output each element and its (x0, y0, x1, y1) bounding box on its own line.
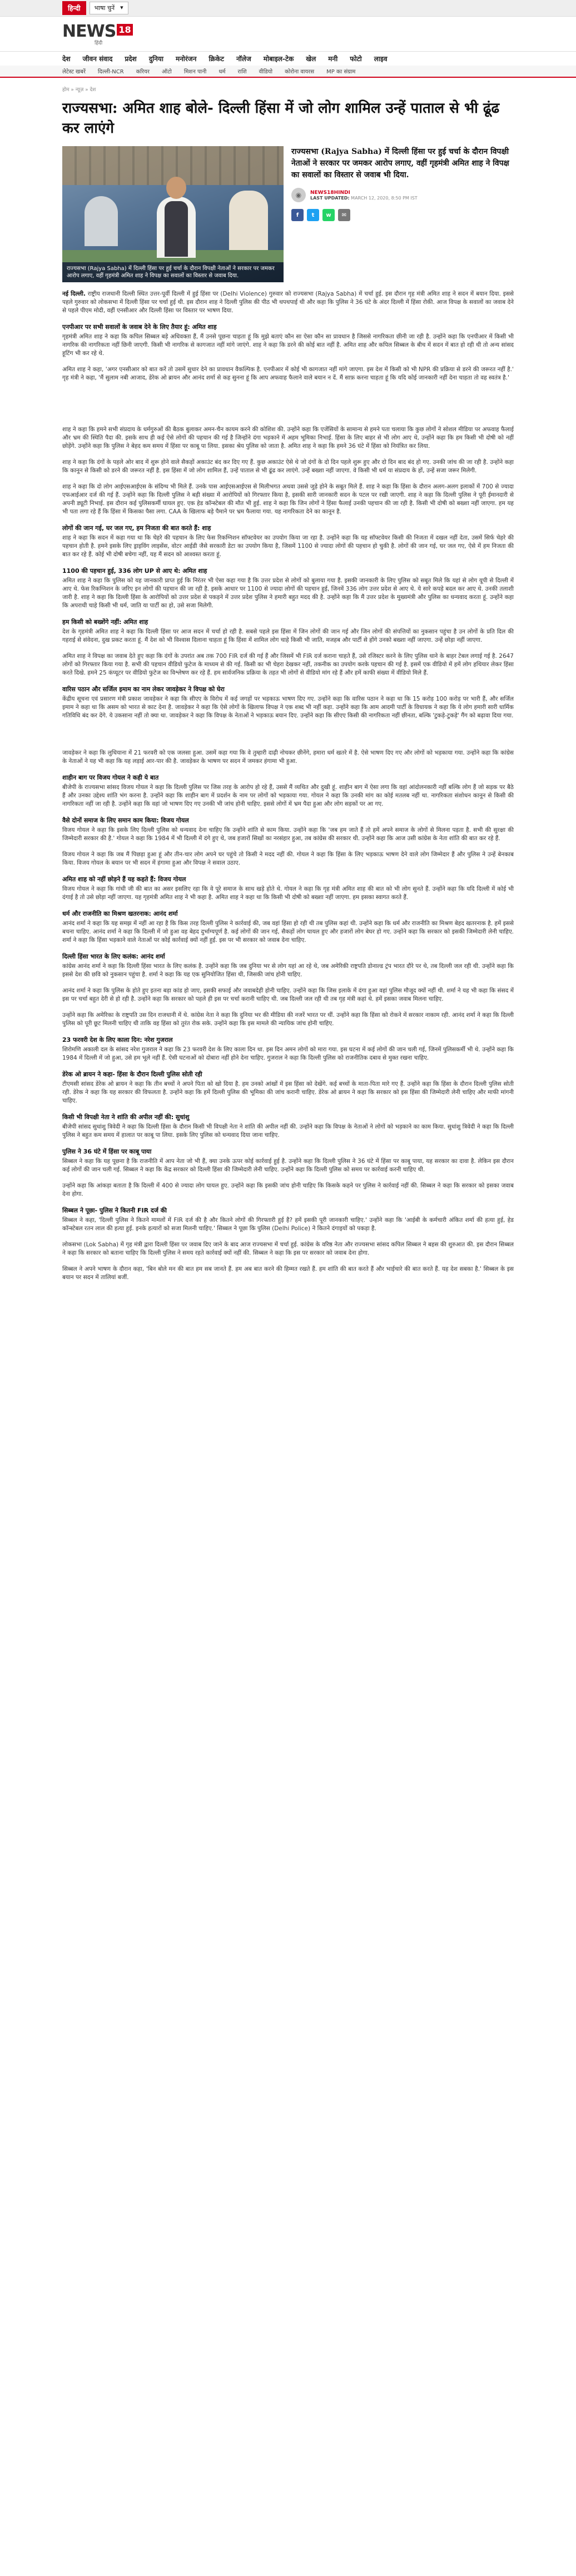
language-tab-hindi[interactable]: हिन्दी (62, 1, 86, 15)
sub-navigation (0, 66, 576, 78)
subnav-item[interactable]: ऑटो (161, 69, 172, 75)
nav-item[interactable]: फोटो (350, 55, 362, 63)
article-paragraph: अमित शाह ने कहा, 'अगर एनसीआर को बात करें तो उसमें सुधार देने का प्रावधान वैकल्पिक है. एनपीआर में कोई भी कागजात नहीं मांगे जाएगा. इस देश में किसी को भी NPR की प्रक्रिया से डरने की जरूरत नहीं है.' गृह मंत्री ने कहा, 'मैं सुलाम नबी आजाद, डेरेक ओ ब्रायन और आनंद शर्मा से कह सुनना हूं कि आप अफवाह फैलाने वाले बयान न दें. मैं साफ़ करना चाहता हूं कि यदि कोई जानकारी नहीं देना चाहता तो वह स्वतंत्र है.' (62, 366, 514, 381)
subnav-item[interactable]: मिशन पानी (183, 69, 207, 75)
share-buttons (291, 209, 514, 221)
last-updated-value: MARCH 12, 2020, 8:50 PM IST (351, 195, 418, 201)
section-heading: डेरेक ओ ब्रायन ने कहा- हिंसा के दौरान दिल्ली पुलिस सोती रही (62, 1071, 202, 1078)
section-heading: वैसे दोनों समाज के लिए समान काम किया: विजय गोयल (62, 817, 189, 824)
article-paragraph: शाह ने कहा कि हमने सभी संप्रदाय के धर्मगुरुओं की बैठक बुलाकर अमन-चैन कायम करने की कोशिश की. उन्होंने कहा कि एजेंसियों के सामान्य से हमने पता चलाया कि कुछ लोगों ने सोशल मीडिया पर अफवाह फैलाई और भ्रम की स्थिति पैदा की. इसके साथ ही कई ऐसे लोगों की पहचान की गई है जिन्होंने दंगा भड़काने में अहम भूमिका निभाई. हिंसा के लिए बाहर से भी लोग आए थे, उन्होंने कहा कि हम किसी भी दोषी को नहीं छोड़ेंगे. उन्होंने कहा कि पुलिस ने बेहद कम समय में हिंसा पर काबू पा लिया. इसका श्रेय पुलिस को जाता है. अमित शाह ने कहा कि हमने 36 घंटे में हिंसा को नियंत्रित कर लिया. (62, 426, 514, 450)
article-paragraph: विजय गोयल ने कहा कि गांधी जी की बात का असर इसलिए रहा कि वे पूरे समाज के साथ खड़े होते थे. गोयल ने कहा कि गृह मंत्री अमित शाह की बात को भी लोग सुनते हैं. उन्होंने कहा कि यदि दिल्ली में कोई भी दंगाई है तो उसे छोड़ा नहीं जाएगा. यह गृहमंत्री अमित शाह ने भी कहा है. अमित शाह ने कहा था कि किसी भी दोषी को बख्शा नहीं जाएगा. हम इसका स्वागत करते हैं. (62, 886, 514, 901)
lead-text: राष्ट्रीय राजधानी दिल्ली स्थित उत्तर-पूर्वी दिल्ली में हुई हिंसा पर (Delhi Violence) गुरुवार को राज्यसभा (Rajya Sabha) में चर्चा हुई. इस दौरान गृह मंत्री अमित शाह ने सदन में बयान दिया. इससे पहले गुरुवार को लोकसभा में दिल्ली हिंसा पर चर्चा हुई थी. इस दौरान शाह ने दिल्ली पुलिस की पीठ भी थपथपाई थी और कहा कि पुलिस ने 36 घंटे के अंदर दिल्ली में हिंसा रोकी. आज विपक्ष के सवालों का जवाब देने से पहले पीएम मोदी, वहीं एनसीआर और दिल्ली हिंसा पर विस्तार पर भाषण दिया. (62, 291, 514, 314)
dateline: नई दिल्ली. (62, 291, 86, 297)
twitter-icon[interactable]: t (307, 209, 319, 221)
last-updated (310, 196, 418, 201)
section-heading: सिब्बल ने पूछा- पुलिस ने कितनी FIR दर्ज की (62, 1207, 167, 1214)
language-select-label: भाषा चुनें (94, 4, 115, 12)
section-heading: शाहीन बाग पर विजय गोयल ने कही ये बात (62, 774, 159, 781)
article-paragraph: लोकसभा (Lok Sabha) में गृह मंत्री द्वारा दिल्ली हिंसा पर जवाब दिए जाने के बाद आज राज्यसभा में चर्चा हुई. कांग्रेस के वरिष्ठ नेता और राज्यसभा सांसद कपिल सिब्बल ने बहस की शुरुआत की. इस दौरान सिब्बल ने कहा कि सरकार को बताना चाहिए कि दिल्ली पुलिस ने समय रहते कार्रवाई क्यों नहीं की. सिब्बल ने कहा कि इस पर सरकार को जवाब देना होगा. (62, 1241, 514, 1256)
ad-spacer (62, 728, 514, 749)
article-body (62, 290, 514, 1282)
article-paragraph: उन्होंने कहा कि अमेरिका के राष्ट्रपति उस दिन राजधानी में थे. कांग्रेस नेता ने कहा कि दुनिया भर की मीडिया की नजरें भारत पर थीं. उन्होंने कहा कि हिंसा को रोकने में सरकार नाकाम रही. आनंद शर्मा ने कहा कि दिल्ली पुलिस को पूरी छूट मिलनी चाहिए थी ताकि वह हिंसा को तुरंत रोक सके. उन्होंने कहा कि इस मामले की न्यायिक जांच होनी चाहिए. (62, 1012, 514, 1027)
language-select[interactable] (90, 2, 128, 14)
article-paragraph: जावड़ेकर ने कहा कि लुधियाना में 21 फरवरी को एक जलसा हुआ. उसमें कहा गया कि वे तुम्हारी दाढ़ी नोचकर छीनेंगे, हमारा धर्म खतरे में है. ऐसे भाषण दिए गए और लोगों को भड़काया गया. उन्होंने कहा कि कांग्रेस के नेताओं ने यह भी कहा कि यह लड़ाई आर-पार की है. जावड़ेकर के भाषण पर सदन में जमकर हंगामा भी हुआ. (62, 750, 514, 765)
article-paragraph: देश के गृहमंत्री अमित शाह ने कहा कि दिल्ली हिंसा पर आज सदन में चर्चा हो रही है. सबसे पहले इस हिंसा में जिन लोगों की जान गई और जिन लोगों की संपत्तियों का नुकसान पहुंचा है उन लोगों के प्रति दिल की गहराई से संवेदना, दुख प्रकट करता हूं. मैं देश को भी विश्वास दिलाना चाहता हूं कि हिंसा में शामिल लोग चाहे किसी भी जाति, मजहब और पार्टी से होंगे उनको बख्शा नहीं जाएगा. उन्हें छोड़ा नहीं जाएगा. (62, 628, 514, 643)
hero-section (62, 146, 514, 282)
article-paragraph: सिब्बल ने कहा कि यह पूछना है कि राजनीति में आप नेता जो भी हैं, क्या उनके ऊपर कोई कार्रवाई हुई है. उन्होंने कहा कि दिल्ली पुलिस ने 36 घंटे में हिंसा पर काबू पाया, यह सरकार का दावा है. लेकिन इस दौरान कई लोगों की जान चली गई. सिब्बल ने कहा कि केंद्र सरकार को दिल्ली हिंसा की जिम्मेदारी लेनी चाहिए. उन्होंने कहा कि दिल्ली पुलिस को समय पर कार्रवाई करनी चाहिए थी. (62, 1158, 514, 1173)
nav-item[interactable]: देश (62, 55, 71, 63)
subnav-item[interactable]: वीडियो (259, 69, 273, 75)
article-paragraph: उन्होंने कहा कि आंकड़ा बताता है कि दिल्ली में 400 से ज्यादा लोग घायल हुए. उन्होंने कहा कि इसकी जांच होनी चाहिए कि किसके कहने पर पुलिस ने कार्रवाई नहीं की. सिब्बल ने कहा कि सरकार को इसका जवाब देना होगा. (62, 1182, 514, 1197)
article-paragraph: अमित शाह ने कहा कि पुलिस को यह जानकारी प्राप्त हुई कि निरंतर भी ऐसा कहा गया है कि उत्तर प्रदेश से लोगों को बुलाया गया है. इसकी जानकारी के लिए पुलिस को सबूत मिले कि यहां से लोग यूपी से दिल्ली में आए थे. फेस रिकग्निशन के जरिए इन लोगों की पहचान की जा रही है. इसके आधार पर 1100 से ज्यादा लोगों की पहचान हुई, जिनमें 336 लोग उत्तर प्रदेश से आए थे. ये सारे कपड़े बदल कर आए थे. उनकी तलाशी जारी है. शाह ने कहा कि दिल्ली हिंसा के आरोपियों को उत्तर प्रदेश से पकड़ने में उत्तर प्रदेश पुलिस ने हमारी बहुत मदद की है. उन्होंने कहा कि मैं उत्तर प्रदेश के मुख्यमंत्री और पुलिस का धन्यवाद करता हूं. उन्होंने कहा कि अपराधी चाहे किसी भी धर्म, जाति या पार्टी का हो, उसे सजा मिलेगी. (62, 577, 514, 609)
nav-item[interactable]: लाइव (374, 55, 388, 63)
whatsapp-icon[interactable]: w (322, 209, 335, 221)
logo-subtitle: हिंदी (95, 41, 103, 46)
section-heading: पुलिस ने 36 घंटे में हिंसा पर काबू पाया (62, 1148, 152, 1155)
section-heading: एनपीआर पर सभी सवालों के जवाब देने के लिए तैयार हूं: अमित शाह (62, 323, 217, 331)
hero-sidebar (291, 146, 514, 282)
logo-number: 18 (117, 24, 132, 36)
article-paragraph: सिब्बल ने अपने भाषण के दौरान कहा, 'बिन बोले मन की बात हम सब जानते हैं. हम अब बात करने की हिम्मत रखते हैं. हम शांति की बात करते हैं और भाईचारे की बात करते हैं. यह देश सबका है.' सिब्बल के इस बयान पर सदन में तालियां बजीं. (62, 1266, 514, 1281)
subnav-item[interactable]: MP का संग्राम (326, 69, 356, 75)
article-paragraph: विजय गोयल ने कहा कि जब मैं पिछड़ा हुआ हूं और तीन-चार लोग अपने घर पहुंचे तो किसी ने मदद नहीं की. गोयल ने कहा कि हिंसा के लिए भड़काऊ भाषण देने वाले लोग जिम्मेदार हैं और पुलिस ने उन्हें बेनकाब किया. विजय गोयल के बयान पर भी सदन में हंगामा हुआ और विपक्ष ने सवाल उठाए. (62, 851, 514, 866)
article-paragraph: केंद्रीय सूचना एवं प्रसारण मंत्री प्रकाश जावड़ेकर ने कहा कि सीएए के विरोध में कई जगहों पर भड़काऊ भाषण दिए गए. उन्होंने कहा कि वारिस पठान ने कहा था कि 15 करोड़ 100 करोड़ पर भारी हैं, और सर्जिल इमाम ने कहा था कि असम को भारत से काट देना है. जावड़ेकर ने कहा कि ऐसे लोगों के खिलाफ विपक्ष ने एक शब्द भी नहीं कहा. उन्होंने कहा कि आम आदमी पार्टी के विधायक ने कहा कि ये लोग हमारी सारी धार्मिक गतिविधि बंद कर देंगे. ये उकसाना नहीं तो क्या था. जावड़ेकर ने कहा कि विपक्ष के नेताओं ने भड़काऊ बयान दिए. उन्होंने कहा कि सीएए किसी की नागरिकता नहीं छीनता, बल्कि 'टुकड़े-टुकड़े' गैंग को बढ़ावा दिया गया. (62, 696, 514, 719)
site-logo[interactable] (62, 22, 133, 46)
hero-caption: राज्यसभा (Rajya Sabha) में दिल्ली हिंसा पर हुई चर्चा के दौरान विपक्षी नेताओं ने सरकार पर जमकर आरोप लगाए, वहीं गृहमंत्री अमित शाह ने विपक्ष का सवालों का विस्तार से जवाब दिया. (62, 262, 284, 282)
article-paragraph: कांग्रेस आनंद शर्मा ने कहा कि दिल्ली हिंसा भारत के लिए कलंक है. उन्होंने कहा कि जब दुनिया भर से लोग यहां आ रहे थे, जब अमेरिकी राष्ट्रपति डोनाल्ड ट्रंप भारत दौरे पर थे, तब दिल्ली जल रही थी. उन्होंने कहा कि इससे देश की छवि को नुकसान पहुंचा है. शर्मा ने कहा कि यह एक सुनियोजित हिंसा थी, जिसकी जांच होनी चाहिए. (62, 963, 514, 978)
author-avatar-icon: ◉ (291, 188, 306, 202)
section-heading: 1100 की पहचान हुई, 336 लोग UP से आए थे: अमित शाह (62, 567, 207, 575)
subnav-item[interactable]: कोरोना वायरस (285, 69, 315, 75)
article-paragraph: आनंद शर्मा ने कहा कि पुलिस के होते हुए इतना बड़ा कांड हो जाए, इसकी सफाई और जवाबदेही होनी चाहिए. उन्होंने कहा कि जिस इलाके में दंगा हुआ वहां पुलिस मौजूद क्यों नहीं थी. शर्मा ने यह भी कहा कि संसद में इस पर चर्चा बहुत देरी से हो रही है. उन्होंने कहा कि सरकार को पहले ही इस पर चर्चा करानी चाहिए थी. जब दिल्ली जल रही थी तब गृह मंत्री कहां थे. हमें इसका जवाब मिलना चाहिए. (62, 987, 514, 1002)
lead-paragraph (62, 290, 514, 315)
section-heading: वारिस पठान और सर्जिल इमाम का नाम लेकर जावड़ेकर ने विपक्ष को घेरा (62, 686, 225, 693)
masthead (0, 17, 576, 51)
article-paragraph: शिरोमणि अकाली दल के सांसद नरेश गुजराल ने कहा कि 23 फरवरी देश के लिए काला दिन था. इस दिन अमन लोगों को मारा गया. इस घटना में कई लोगों की जान चली गई, जिनमें पुलिसकर्मी भी थे. उन्होंने कहा कि 1984 में दिल्ली में जो हुआ, उसे हम भूले नहीं हैं. ऐसी घटनाओं को दोबारा नहीं होने देना चाहिए. गुजराल ने कहा कि दिल्ली पुलिस को राजनीतिक दबाव से मुक्त रखना चाहिए. (62, 1046, 514, 1061)
article-paragraph: शाह ने कहा कि दंगों के पहले ओर बाद में शुरू होने वाले सैकड़ों अकाउंट बंद कर दिए गए हैं. कुछ अकाउंट ऐसे थे जो दंगों के दो दिन पहले शुरू हुए और दो दिन बाद बंद हो गए. उनकी जांच की जा रही है. उन्होंने कहा कि कानून से किसी को डरने की जरूरत नहीं है. इस हिंसा में जो लोग शामिल हैं, उन्हें पाताल से भी ढूंढ कर लाएंगे. उन्हें बख्शा नहीं जाएगा. वे किसी भी धर्म या संप्रदाय के हों, उन्हें सजा जरूर मिलेगी. (62, 459, 514, 474)
last-updated-label: LAST UPDATED: (310, 195, 350, 201)
section-heading: किसी भी विपक्षी नेता ने शांति की अपील नहीं की: सुधांशु (62, 1114, 190, 1121)
section-heading: अमित शाह को नहीं छोड़ने हैं यह कहते हैं: विजय गोयल (62, 876, 186, 883)
author-name[interactable]: NEWS18HINDI (310, 189, 350, 196)
article-summary: राज्यसभा (Rajya Sabha) में दिल्ली हिंसा पर हुई चर्चा के दौरान विपक्षी नेताओं ने सरकार पर जमकर आरोप लगाए, वहीं गृहमंत्री अमित शाह ने विपक्ष का सवालों का विस्तार से जवाब भी दिया. (291, 147, 509, 179)
email-icon[interactable]: ✉ (338, 209, 350, 221)
subnav-item[interactable]: धर्म (219, 69, 226, 75)
hero-image (62, 146, 284, 282)
section-heading: लोगों की जान गई, घर जल गए, हम निजता की बात करते हैं: शाह (62, 525, 211, 532)
main-navigation (0, 51, 576, 66)
article-paragraph: गृहमंत्री अमित शाह ने कहा कि कपिल सिब्बल बड़े अधिवक्ता हैं, मैं उनसे पूछना चाहता हूं कि मुझे बताएं कौन सा ऐसा कौन सा प्रावधान है जिससे नागरिकता छीनी जा रही है. उन्होंने कहा कि एनपीआर में किसी भी नागरिक की नागरिकता नहीं छिनी जाएगी. किसी भी नागरिक से कागजात नहीं मांगे जाएंगे. शाह ने कहा कि डरने की कोई बात नहीं है. अमित शाह और कपिल सिब्बल के बीच में सदन में बात हो रही थी तो अन्य सांसद हूटिंग भी कर रहे थे. (62, 333, 514, 357)
article-paragraph: आनंद शर्मा ने कहा कि यह समझ में नहीं आ रहा है कि किस तरह दिल्ली पुलिस ने कार्रवाई की, जब वहां हिंसा हो रही थी तब पुलिस कहां थी. उन्होंने कहा कि धर्म और राजनीति का मिश्रण बेहद खतरनाक है. हमें इससे बचना चाहिए. आनंद शर्मा ने कहा कि दिल्ली में जो हुआ वह बेहद दुर्भाग्यपूर्ण है. कई लोगों की जान गई, सैकड़ों लोग घायल हुए और हजारों लोग बेघर हो गए. उन्होंने कहा कि सरकार को इसकी जिम्मेदारी लेनी चाहिए. शर्मा ने कहा कि हिंसा भड़काने वाले नेताओं पर कोई कार्रवाई क्यों नहीं हुई. इस पर भी सरकार को जवाब देना चाहिए. (62, 920, 514, 943)
subnav-item[interactable]: दिल्ली-NCR (97, 69, 124, 75)
nav-item[interactable]: दुनिया (148, 55, 163, 63)
article-paragraph: बीजेपी के राज्यसभा सांसद विजय गोयल ने कहा कि दिल्ली पुलिस पर जिस तरह के आरोप हो रहे हैं, उससे मैं व्यथित और दुखी हूं. शाहीन बाग में ऐसा लगा कि वहां आंदोलनकारी नहीं बल्कि लोग हैं जो सड़क पर बैठे हैं और उनका उद्देश्य शांति भंग करना है. उन्होंने कहा कि शाहीन बाग में प्रदर्शन के नाम पर लोगों को भड़काया गया. गोयल ने कहा कि उनकी मांग का कोई मतलब नहीं था. नागरिकता संशोधन कानून से किसी की नागरिकता नहीं जा रही है. उन्होंने कहा कि वहां जो भाषण दिए गए उनकी भी जांच होनी चाहिए. इससे लोगों में भ्रम पैदा हुआ और लोग सड़कों पर आ गए. (62, 784, 514, 807)
article-paragraph: टीएमसी सांसद डेरेक ओ ब्रायन ने कहा कि तीन बच्चों ने अपने पिता को खो दिया है. हम उनको आंखों में इस हिंसा को देखेंगे. कई बच्चों के माता-पिता मारे गए हैं. उन्होंने कहा कि हिंसा के दौरान दिल्ली पुलिस सोती रही. डेरेक ने कहा कि यह सरकार की विफलता है. उन्होंने कहा कि हमें दिल्ली पुलिस की भूमिका की जांच करानी चाहिए. डेरेक ओ ब्रायन ने कहा कि सरकार को इस हिंसा की जिम्मेदारी लेनी चाहिए और माफी मांगनी चाहिए. (62, 1081, 514, 1104)
logo-text: NEWS (62, 22, 116, 41)
facebook-icon[interactable]: f (291, 209, 304, 221)
article-paragraph: शाह ने कहा कि सदन में कहा गया था कि चेहरे की पहचान के लिए फेस रिकग्निशन सॉफ्टवेयर का उपयोग किया जा रहा है. उन्होंने कहा कि यह सॉफ्टवेयर किसी की निजता में दखल नहीं देता, उसमें सिर्फ चेहरे की पहचान होती है. हमने इसके लिए ड्राइविंग लाइसेंस, वोटर आईडी जैसे सरकारी डेटा का उपयोग किया है, जिसमें 1100 से ज्यादा लोगों की पहचान हो चुकी है. लोगों की जान गई, घर जल गए, ऐसे में हम निजता की बात कर रहे हैं. कोई भी दोषी बचेगा नहीं, यह मैं सदन को आश्वस्त करता हूं. (62, 535, 514, 558)
article-paragraph: सिब्बल ने कहा, 'दिल्ली पुलिस ने कितने मामलों में FIR दर्ज की है और कितने लोगों की गिरफ्तारी हुई है? हमें इसकी पूरी जानकारी चाहिए.' उन्होंने कहा कि 'आईबी के कर्मचारी अंकित शर्मा की हत्या हुई, हेड कॉन्स्टेबल रतन लाल की हत्या हुई. इनके हत्यारों को सजा मिलनी चाहिए.' सिब्बल ने पूछा कि पुलिस (Delhi Police) ने कितने दंगाइयों को पकड़ा है. (62, 1217, 514, 1232)
nav-item[interactable]: खेल (306, 55, 316, 63)
subnav-item[interactable]: राशि (237, 69, 247, 75)
nav-item[interactable]: मोबाइल-टेक (263, 55, 294, 63)
nav-item[interactable]: प्रदेश (125, 55, 137, 63)
top-bar (0, 0, 576, 17)
byline (291, 188, 514, 202)
breadcrumb: होम » न्यूज़ » देश (62, 87, 96, 93)
article-paragraph: अमित शाह ने विपक्ष का जवाब देते हुए कहा कि दंगों के उपरांत अब तक 700 FIR दर्ज की गई हैं और जिसमें भी FIR दर्ज कराना चाहते हैं, उसे रजिस्टर करने के लिए पुलिस थाने के बाहर टेबल लगाई गई है. 2647 लोगों को गिरफ्तार किया गया है. सभी की पहचान वीडियो फुटेज के माध्यम से की गई. किसी का भी चेहरा देखकर नहीं, तकनीक का उपयोग करके पहचान की गई है. इसमें एक वीडियो में हमें लोग हथियार लेकर हिंसा करते दिखे. हमने 25 कंप्यूटर पर वीडियो फुटेज का विश्लेषण कर रहे हैं. हम सार्वजनिक प्रक्रिया के तहत भी लोगों से वीडियो मांग रहे हैं और हमें काफी संख्या में वीडियो मिले हैं. (62, 653, 514, 676)
subnav-item[interactable]: लेटेस्ट खबरें (62, 69, 86, 75)
section-heading: दिल्ली हिंसा भारत के लिए कलंक: आनंद शर्मा (62, 953, 165, 960)
chevron-down-icon: ▾ (120, 4, 123, 11)
article-paragraph: विजय गोयल ने कहा कि इसके लिए दिल्ली पुलिस को धन्यवाद देना चाहिए कि उन्होंने शांति से काम किया. उन्होंने कहा कि 'जब हम जाते हैं तो हमें अपने समाज के लोगों से मिलना पड़ता है. सभी की सुरक्षा की जिम्मेदारी सरकार की है.' गोयल ने कहा कि 1984 में भी दिल्ली में दंगे हुए थे, जब हजारों सिखों का नरसंहार हुआ, तब कांग्रेस की सरकार थी. उन्होंने कहा कि आज उसी कांग्रेस के नेता शांति की बात कर रहे हैं. (62, 827, 514, 842)
article-paragraph: शाह ने कहा कि दो लोग आईएसआईएस के संदिग्ध भी मिले हैं. उनके पास आईएसआईएस से मिलीभगत अथवा उससे जुड़े होने के सबूत मिले हैं. शाह ने कहा कि हिंसा के दौरान अलग-अलग इलाकों में 700 से ज्यादा एफआईआर दर्ज की गई हैं. उन्होंने कहा कि दिल्ली पुलिस ने बड़ी संख्या में आरोपियों को गिरफ्तार किया है, इसकी सारी जानकारी सदन के पटल पर रखी जाएगी. शाह ने कहा कि दिल्ली पुलिस ने पूरी ईमानदारी से अपनी ड्यूटी निभाई. इस दौरान कई पुलिसकर्मी घायल हुए. एक हेड कॉन्स्टेबल की मौत भी हुई. शाह ने कहा कि जिन लोगों ने हिंसा फैलाई उनकी पहचान की जा रही है. किसी भी दोषी को बख्शा नहीं जाएगा. हम यह भी पता लगा रहे हैं कि हिंसा में किसका पैसा लगा. CAA के खिलाफ बड़े पैमाने पर भ्रम फैलाया गया. यह नागरिकता देने का कानून है. (62, 483, 514, 515)
section-heading: धर्म और राजनीति का मिश्रण खतरनाक: आनंद शर्मा (62, 910, 178, 917)
ad-spacer (62, 390, 514, 426)
nav-item[interactable]: मनी (328, 55, 338, 63)
section-heading: 23 फरवरी देश के लिए काला दिन: नरेश गुजराल (62, 1036, 173, 1044)
page-title: राज्यसभा: अमित शाह बोले- दिल्ली हिंसा में जो लोग शामिल उन्हें पाताल से भी ढूंढ कर लाएंगे (62, 100, 500, 137)
subnav-item[interactable]: करियर (136, 69, 150, 75)
nav-item[interactable]: क्रिकेट (208, 55, 224, 63)
article-paragraph: बीजेपी सांसद सुधांशु त्रिवेदी ने कहा कि दिल्ली हिंसा के दौरान किसी भी विपक्षी नेता ने शांति की अपील नहीं की. उन्होंने कहा कि विपक्ष के नेताओं ने लोगों को भड़काने का काम किया. सुधांशु त्रिवेदी ने कहा कि दिल्ली पुलिस ने बहुत कम समय में हालात पर काबू पा लिया. इसके लिए पुलिस को धन्यवाद दिया जाना चाहिए. (62, 1124, 514, 1139)
section-heading: हम किसी को बख्शेंगे नहीं: अमित शाह (62, 618, 148, 626)
article-container (62, 86, 514, 1282)
nav-item[interactable]: नॉलेज (236, 55, 251, 63)
nav-item[interactable]: मनोरंजन (175, 55, 197, 63)
nav-item[interactable]: जीवन संवाद (82, 55, 113, 63)
